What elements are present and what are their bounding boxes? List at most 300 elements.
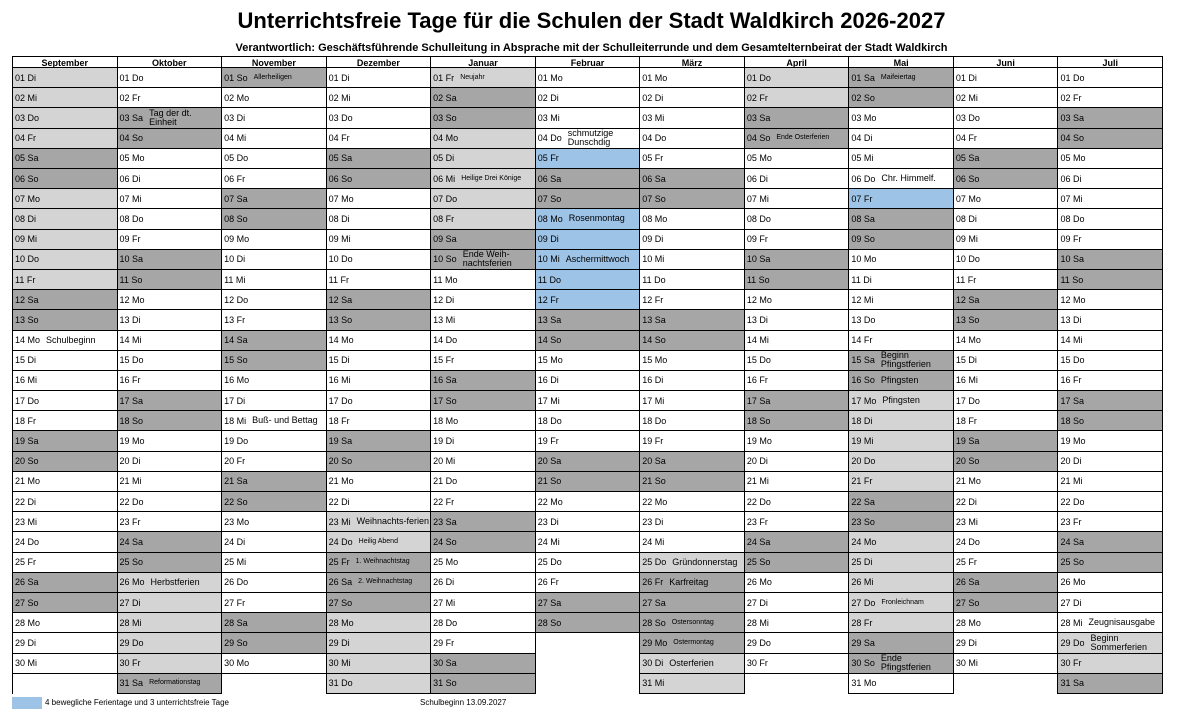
- day-cell: [431, 149, 535, 169]
- day-label: 07 Sa: [224, 193, 248, 204]
- day-cell: [954, 331, 1058, 351]
- day-label: 24 Di: [224, 537, 246, 548]
- day-label: 25 Di: [851, 557, 873, 568]
- day-label: 09 Fr: [119, 234, 141, 245]
- day-cell: [327, 230, 431, 250]
- day-label: 22 Do: [1060, 496, 1085, 507]
- day-note: schmutzige Dunschdig: [567, 128, 614, 148]
- day-label: 16 Di: [642, 375, 664, 386]
- day-note: Aschermittwoch: [565, 253, 630, 264]
- day-cell: [222, 209, 326, 229]
- day-label: 30 So: [851, 658, 875, 669]
- day-cell: [849, 250, 953, 270]
- day-label: 06 Sa: [642, 173, 666, 184]
- day-label: 27 Di: [119, 597, 141, 608]
- day-note: Pfingsten: [880, 374, 919, 385]
- day-label: 11 Fr: [328, 274, 349, 285]
- day-note: Maifeiertag: [880, 73, 916, 81]
- day-cell: [1058, 371, 1162, 391]
- day-cell: [536, 613, 640, 633]
- day-label: 28 Mo: [955, 617, 981, 628]
- day-note: Ostermontag: [673, 639, 714, 646]
- day-label: 03 Sa: [1060, 112, 1084, 123]
- day-cell: [849, 633, 953, 653]
- day-label: 06 So: [955, 173, 980, 184]
- day-cell: [536, 512, 640, 532]
- day-cell: [431, 209, 535, 229]
- day-label: 09 Mi: [955, 234, 978, 245]
- day-cell: [13, 472, 117, 492]
- day-label: 13 Sa: [642, 314, 666, 325]
- day-label: 23 Fr: [119, 516, 141, 527]
- day-cell: [1058, 149, 1162, 169]
- day-label: 07 Mi: [746, 193, 769, 204]
- day-label: 17 Sa: [1060, 395, 1084, 406]
- day-label: 04 So: [119, 133, 144, 144]
- day-cell: [745, 553, 849, 573]
- day-label: 18 Mi: [224, 415, 247, 426]
- day-cell: [640, 250, 744, 270]
- day-label: 02 So: [851, 92, 875, 103]
- day-label: 29 Do: [119, 638, 144, 648]
- day-cell: [536, 108, 640, 128]
- day-label: 28 Sa: [224, 617, 248, 628]
- day-label: 02 Fr: [746, 92, 768, 103]
- day-cell: [745, 108, 849, 128]
- day-cell: [13, 209, 117, 229]
- day-cell: [118, 633, 222, 653]
- day-label: 01 Mo: [537, 72, 563, 83]
- day-cell: [536, 209, 640, 229]
- day-cell: [118, 492, 222, 512]
- day-cell: [640, 169, 744, 189]
- day-cell: [118, 290, 222, 310]
- day-label: 02 Di: [642, 92, 664, 103]
- day-cell: [327, 129, 431, 149]
- day-cell: [1058, 593, 1162, 613]
- day-label: 08 Do: [119, 213, 144, 224]
- day-label: 26 Mo: [746, 577, 772, 588]
- day-label: 15 Mo: [537, 355, 563, 366]
- day-cell: [327, 250, 431, 270]
- day-label: 21 So: [642, 476, 666, 487]
- day-label: 27 Fr: [224, 597, 246, 608]
- day-cell: [849, 674, 953, 694]
- day-cell: [640, 331, 744, 351]
- day-cell: [954, 209, 1058, 229]
- day-cell: [13, 68, 117, 88]
- day-label: 19 Fr: [537, 436, 559, 447]
- day-label: 01 Di: [328, 72, 350, 83]
- day-label: 10 Sa: [119, 254, 144, 265]
- day-label: 10 Sa: [1060, 254, 1084, 265]
- day-note: Chr. Himmelf.: [881, 173, 936, 184]
- day-label: 20 Sa: [537, 456, 562, 467]
- day-cell: [222, 189, 326, 209]
- day-label: 29 Do: [746, 638, 771, 648]
- day-label: 22 Mo: [537, 496, 563, 507]
- day-cell: [327, 431, 431, 451]
- day-label: 05 Mi: [851, 153, 874, 164]
- day-label: 28 Mo: [15, 617, 41, 628]
- day-note: Heilige Drei Könige: [461, 174, 522, 182]
- day-cell: [327, 391, 431, 411]
- day-label: 15 Mo: [642, 355, 668, 366]
- day-cell: [431, 230, 535, 250]
- month-column: [1058, 56, 1163, 694]
- day-label: 07 Mi: [1060, 193, 1083, 204]
- day-label: 18 So: [746, 415, 771, 426]
- month-column: [536, 56, 641, 694]
- day-label: 23 So: [851, 516, 875, 527]
- day-label: 04 Mi: [224, 133, 247, 144]
- day-label: 05 Fr: [537, 153, 559, 164]
- day-cell: [327, 411, 431, 431]
- day-label: 25 Mo: [433, 557, 459, 568]
- day-cell: [327, 492, 431, 512]
- day-cell: [327, 633, 431, 653]
- day-label: 04 So: [1060, 133, 1084, 144]
- day-label: 13 Di: [119, 314, 141, 325]
- day-label: 05 Sa: [328, 153, 353, 164]
- day-cell: [954, 149, 1058, 169]
- day-label: 20 Do: [851, 456, 876, 467]
- day-note: Karfreitag: [669, 576, 709, 587]
- day-cell: [745, 129, 849, 149]
- day-label: 21 Do: [433, 476, 458, 487]
- day-label: 02 Di: [537, 92, 559, 103]
- day-cell: [640, 149, 744, 169]
- day-label: 03 Mo: [851, 112, 877, 123]
- day-cell: [640, 270, 744, 290]
- day-cell: [1058, 512, 1162, 532]
- day-cell: [118, 88, 222, 108]
- day-label: 06 Di: [746, 173, 768, 184]
- day-cell: [536, 351, 640, 371]
- day-cell: [1058, 209, 1162, 229]
- day-label: 25 Do: [642, 557, 667, 568]
- day-cell: [118, 209, 222, 229]
- day-label: 04 Fr: [328, 133, 350, 144]
- day-label: 25 So: [1060, 557, 1084, 568]
- day-cell: [954, 108, 1058, 128]
- day-cell: [431, 129, 535, 149]
- day-label: 14 Mo: [328, 335, 354, 346]
- day-cell: [222, 391, 326, 411]
- day-cell: [536, 452, 640, 472]
- day-cell: [536, 88, 640, 108]
- day-cell: [849, 593, 953, 613]
- day-label: 24 Mi: [642, 537, 665, 548]
- day-label: 09 Mo: [224, 234, 250, 245]
- day-label: 30 Sa: [433, 658, 457, 669]
- day-cell: [431, 674, 535, 694]
- day-cell: [849, 512, 953, 532]
- day-label: 26 Sa: [328, 577, 353, 588]
- day-label: 13 Fr: [224, 314, 246, 325]
- footer: [12, 697, 1162, 711]
- day-cell: [13, 331, 117, 351]
- day-label: 24 Sa: [119, 537, 144, 548]
- day-cell: [327, 290, 431, 310]
- day-label: 05 Mo: [746, 153, 772, 164]
- day-cell: [954, 88, 1058, 108]
- day-cell: [954, 452, 1058, 472]
- day-cell: [536, 68, 640, 88]
- day-cell: [327, 209, 431, 229]
- day-label: 09 Sa: [433, 234, 457, 245]
- day-cell: [327, 472, 431, 492]
- day-label: 30 Fr: [746, 658, 768, 669]
- day-label: 01 Di: [955, 72, 977, 83]
- day-cell: [745, 189, 849, 209]
- day-label: 09 Di: [642, 234, 664, 245]
- day-label: 21 Mi: [119, 476, 142, 487]
- day-label: 03 So: [433, 112, 457, 123]
- day-label: 09 Mi: [15, 234, 38, 245]
- day-cell: [640, 431, 744, 451]
- day-label: 28 Mo: [328, 617, 354, 628]
- day-label: 15 So: [224, 355, 248, 366]
- day-cell: [222, 452, 326, 472]
- day-label: 20 Mi: [433, 456, 456, 467]
- day-cell: [13, 654, 117, 674]
- day-label: 30 Mi: [328, 658, 351, 669]
- day-label: 29 Mo: [642, 638, 668, 648]
- day-label: 25 Do: [537, 557, 562, 568]
- day-label: 08 Do: [1060, 213, 1085, 224]
- day-cell: [640, 68, 744, 88]
- day-cell: [849, 472, 953, 492]
- day-cell: [431, 391, 535, 411]
- day-label: 06 So: [15, 173, 39, 184]
- day-cell: [13, 492, 117, 512]
- day-note: Neujahr: [460, 73, 485, 81]
- day-label: 07 Mo: [328, 193, 354, 204]
- calendar-grid: [12, 56, 1163, 694]
- day-label: 04 Fr: [15, 133, 37, 144]
- day-label: 30 Mi: [15, 658, 38, 669]
- day-cell: [222, 129, 326, 149]
- day-label: 13 Sa: [537, 314, 562, 325]
- month-header: April: [745, 56, 849, 68]
- page-subtitle: Verantwortlich: Geschäftsführende Schulleitung in Absprache mit der Schulleiterrunde und dem Gesamtelternbeirat der Stadt Waldkirch: [235, 42, 948, 54]
- day-cell: [118, 573, 222, 593]
- day-label: 17 Do: [15, 395, 40, 406]
- day-label: 11 So: [119, 274, 143, 285]
- day-label: 13 So: [955, 314, 980, 325]
- day-cell: [954, 129, 1058, 149]
- day-label: 12 Sa: [955, 294, 980, 305]
- day-label: 20 Fr: [224, 456, 246, 467]
- day-cell: [118, 411, 222, 431]
- day-label: 01 Do: [746, 72, 771, 83]
- day-cell: [327, 169, 431, 189]
- day-label: 09 Mi: [328, 234, 351, 245]
- day-note: Gründonnerstag: [672, 556, 738, 567]
- day-label: 10 So: [433, 254, 457, 265]
- day-cell: [954, 411, 1058, 431]
- day-cell: [640, 654, 744, 674]
- day-cell: [327, 68, 431, 88]
- day-cell: [536, 250, 640, 270]
- day-label: 03 Mi: [642, 112, 665, 123]
- day-cell: [222, 431, 326, 451]
- day-label: 13 So: [328, 314, 353, 325]
- day-cell: [849, 230, 953, 250]
- day-label: 05 Di: [433, 153, 455, 164]
- day-label: 05 Mo: [1060, 153, 1086, 164]
- day-label: 15 Do: [1060, 355, 1085, 366]
- day-cell: [536, 149, 640, 169]
- day-cell: [431, 532, 535, 552]
- day-cell: [745, 290, 849, 310]
- day-label: 12 Mi: [851, 294, 874, 305]
- day-cell: [222, 169, 326, 189]
- day-label: 26 Mo: [119, 577, 145, 588]
- day-cell: [13, 613, 117, 633]
- day-label: 14 Fr: [851, 335, 873, 346]
- day-label: 17 Mo: [851, 395, 877, 406]
- day-cell: [13, 553, 117, 573]
- day-cell: [118, 68, 222, 88]
- day-label: 20 So: [955, 456, 980, 467]
- day-cell: [118, 351, 222, 371]
- day-label: 07 Do: [433, 193, 458, 204]
- day-cell: [640, 129, 744, 149]
- day-label: 19 Do: [224, 436, 249, 447]
- day-label: 12 Mo: [119, 294, 145, 305]
- day-cell: [1058, 674, 1162, 694]
- day-label: 13 Di: [1060, 314, 1082, 325]
- day-label: 19 Di: [433, 436, 455, 447]
- day-cell: [849, 129, 953, 149]
- month-header: Juli: [1058, 56, 1162, 68]
- day-cell: [1058, 492, 1162, 512]
- day-cell: [536, 270, 640, 290]
- day-cell: [745, 351, 849, 371]
- day-label: 16 Mi: [328, 375, 351, 386]
- day-label: 30 Fr: [1060, 658, 1082, 669]
- day-label: 27 Mi: [433, 597, 456, 608]
- day-label: 11 Mo: [433, 274, 458, 285]
- legend-text: 4 bewegliche Ferientage und 3 unterrichtsfreie Tage: [45, 698, 229, 707]
- day-cell: [954, 230, 1058, 250]
- day-label: 12 Sa: [15, 294, 39, 305]
- day-label: 25 So: [119, 557, 144, 568]
- day-cell: [954, 270, 1058, 290]
- day-label: 26 Do: [224, 577, 249, 588]
- day-label: 15 Di: [15, 355, 37, 366]
- day-cell: [431, 290, 535, 310]
- day-label: 17 So: [433, 395, 457, 406]
- day-cell: [640, 310, 744, 330]
- day-label: 19 Mo: [119, 436, 145, 447]
- day-cell: [118, 371, 222, 391]
- month-header: Dezember: [327, 56, 431, 68]
- day-label: 25 Fr: [328, 557, 350, 568]
- day-label: 07 So: [537, 193, 562, 204]
- day-note: Weihnachts-ferien: [356, 516, 430, 527]
- day-cell: [640, 593, 744, 613]
- day-label: 16 Fr: [1060, 375, 1082, 386]
- day-label: 02 Mo: [224, 92, 250, 103]
- day-cell: [745, 431, 849, 451]
- day-label: 19 Sa: [15, 436, 39, 447]
- day-label: 06 Mi: [433, 173, 456, 184]
- day-label: 22 Di: [955, 496, 977, 507]
- empty-cell: [536, 674, 640, 694]
- day-label: 16 Fr: [119, 375, 141, 386]
- empty-cell: [13, 674, 117, 694]
- day-cell: [1058, 573, 1162, 593]
- day-cell: [13, 431, 117, 451]
- day-cell: [849, 290, 953, 310]
- day-label: 18 So: [119, 415, 144, 426]
- day-label: 26 Sa: [955, 577, 980, 588]
- day-label: 14 Mo: [955, 335, 981, 346]
- day-note: Herbstferien: [150, 576, 200, 587]
- day-label: 11 Mi: [224, 274, 246, 285]
- day-cell: [431, 654, 535, 674]
- day-cell: [640, 613, 744, 633]
- day-label: 03 Di: [224, 112, 246, 123]
- day-label: 16 Sa: [433, 375, 457, 386]
- day-cell: [849, 88, 953, 108]
- day-label: 30 Mi: [955, 658, 978, 669]
- day-label: 17 Mi: [642, 395, 665, 406]
- day-label: 19 Sa: [328, 436, 353, 447]
- day-cell: [954, 371, 1058, 391]
- day-cell: [118, 472, 222, 492]
- day-label: 21 Sa: [224, 476, 248, 487]
- day-label: 22 Di: [15, 496, 37, 507]
- day-label: 18 Fr: [328, 415, 350, 426]
- day-label: 17 Sa: [746, 395, 771, 406]
- day-label: 14 Sa: [224, 335, 248, 346]
- day-cell: [327, 88, 431, 108]
- day-cell: [849, 371, 953, 391]
- day-label: 09 Fr: [1060, 234, 1082, 245]
- day-label: 23 Di: [642, 516, 664, 527]
- day-cell: [13, 452, 117, 472]
- day-label: 15 Di: [955, 355, 977, 366]
- day-cell: [222, 472, 326, 492]
- day-cell: [222, 633, 326, 653]
- day-cell: [222, 351, 326, 371]
- day-label: 06 Fr: [224, 173, 246, 184]
- day-cell: [849, 573, 953, 593]
- day-cell: [1058, 472, 1162, 492]
- day-cell: [431, 573, 535, 593]
- day-label: 25 Fr: [955, 557, 977, 568]
- day-label: 31 So: [433, 678, 457, 689]
- day-label: 28 So: [537, 617, 562, 628]
- day-cell: [1058, 88, 1162, 108]
- day-label: 08 Mo: [537, 213, 563, 224]
- day-label: 23 Fr: [1060, 516, 1082, 527]
- day-label: 18 Fr: [15, 415, 37, 426]
- day-label: 06 Di: [119, 173, 141, 184]
- day-cell: [13, 230, 117, 250]
- day-cell: [13, 371, 117, 391]
- day-label: 23 Di: [537, 516, 559, 527]
- day-label: 26 Fr: [537, 577, 559, 588]
- month-header: März: [640, 56, 744, 68]
- day-cell: [745, 593, 849, 613]
- day-label: 13 So: [15, 314, 39, 325]
- day-cell: [222, 331, 326, 351]
